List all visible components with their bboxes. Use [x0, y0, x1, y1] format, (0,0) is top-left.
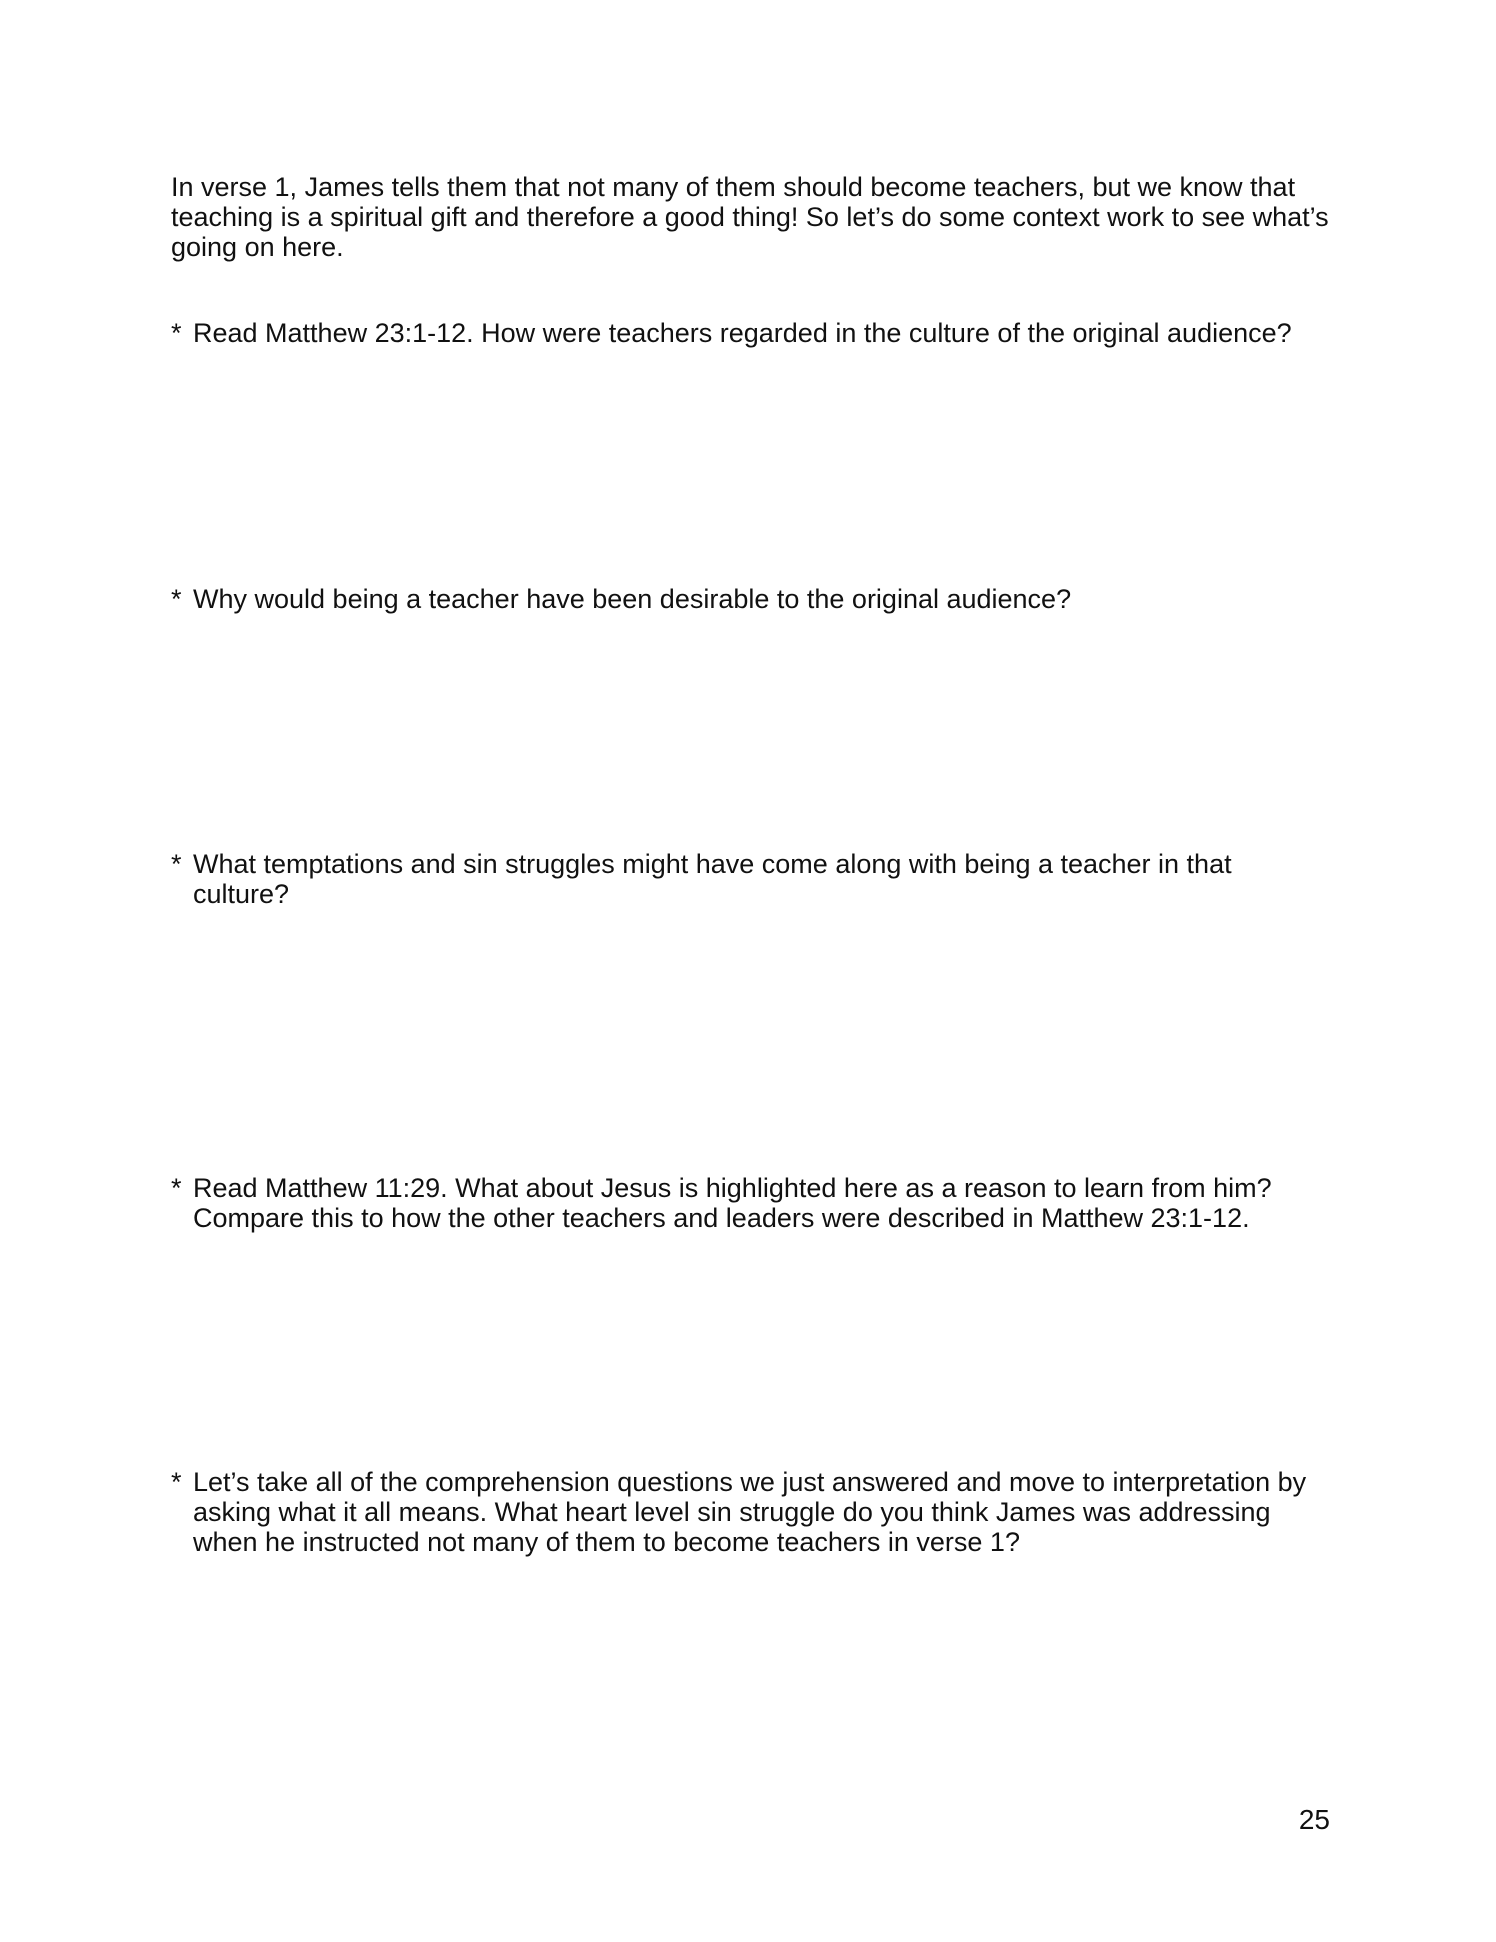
bullet-marker: * — [171, 1173, 182, 1203]
bullet-marker: * — [171, 1467, 182, 1497]
intro-paragraph: In verse 1, James tells them that not many of them should become teachers, but we know that teaching is a spiritual gift and therefore a good thing! So let’s do some context work to see what’s going on here. — [171, 172, 1329, 262]
question-4 — [171, 1173, 1311, 1233]
bullet-marker: * — [171, 318, 182, 348]
question-1-text: Read Matthew 23:1-12. How were teachers regarded in the culture of the original audience? — [193, 318, 1292, 348]
question-1 — [171, 318, 1341, 348]
question-3-text: What temptations and sin struggles might have come along with being a teacher in that culture? — [193, 849, 1232, 909]
page-number: 25 — [1298, 1804, 1330, 1835]
question-3 — [171, 849, 1281, 909]
question-5 — [171, 1467, 1341, 1557]
bullet-marker: * — [171, 584, 182, 614]
question-5-text: Let’s take all of the comprehension questions we just answered and move to interpretation by asking what it all means. What heart level sin struggle do you think James was addressing when he instructed not many of them to become teachers in verse 1? — [193, 1467, 1307, 1557]
question-4-text: Read Matthew 11:29. What about Jesus is highlighted here as a reason to learn from him? Compare this to how the other teachers and leaders were described in Matthew 23:1-12. — [193, 1173, 1272, 1233]
bullet-marker: * — [171, 849, 182, 879]
question-2-text: Why would being a teacher have been desirable to the original audience? — [193, 584, 1072, 614]
question-2 — [171, 584, 1341, 614]
